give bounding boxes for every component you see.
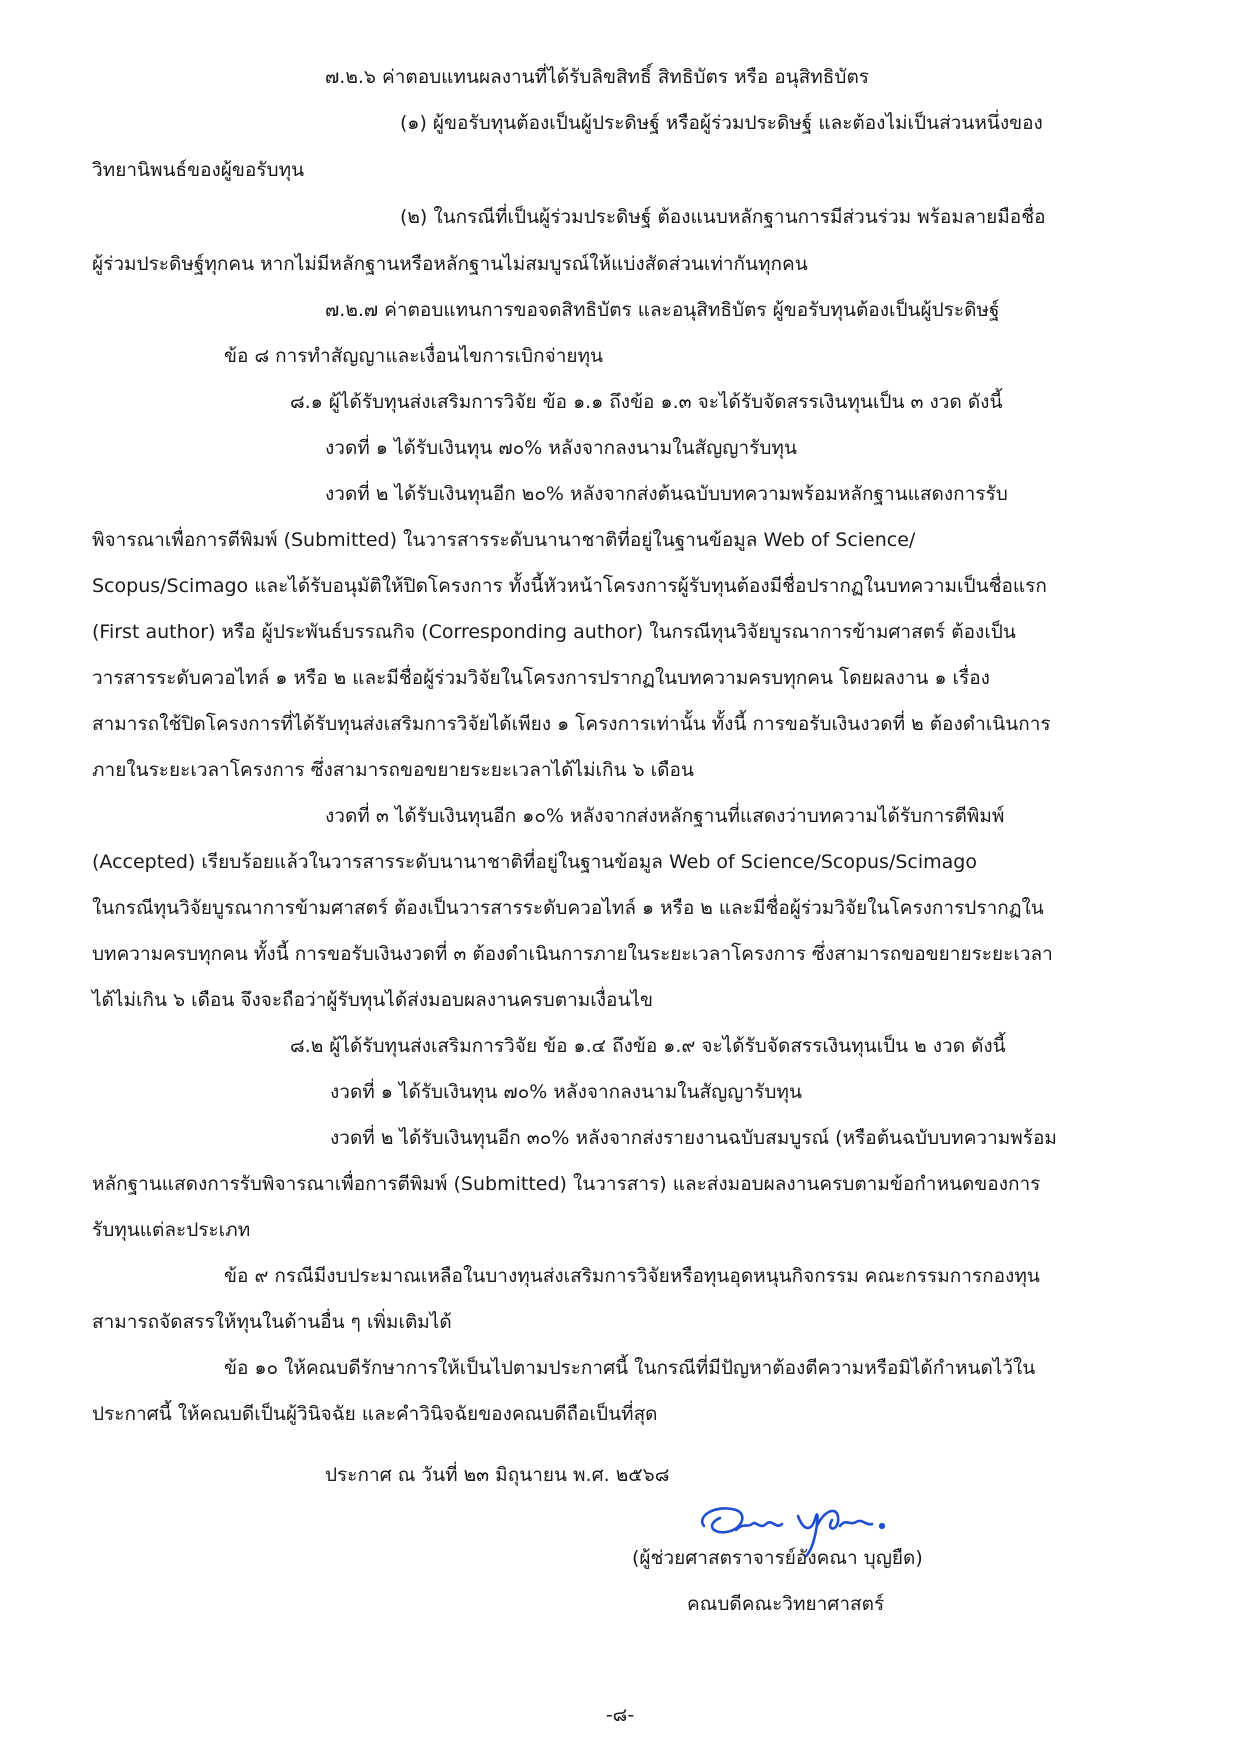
clause-8-heading: ข้อ ๘ การทำสัญญาและเงื่อนไขการเบิกจ่ายทุน: [224, 345, 604, 367]
clause-8-1-installment-3: งวดที่ ๓ ได้รับเงินทุนอีก ๑๐% หลังจากส่งหลักฐานที่แสดงว่าบทความได้รับการตีพิมพ์: [325, 805, 1005, 827]
text-line: (First author) หรือ ผู้ประพันธ์บรรณกิจ (Corresponding author) ในกรณีทุนวิจัยบูรณาการข้ามศาสตร์ ต้องเป็น: [92, 621, 1016, 643]
clause-8-1: ๘.๑ ผู้ได้รับทุนส่งเสริมการวิจัย ข้อ ๑.๑ ถึงข้อ ๑.๓ จะได้รับจัดสรรเงินทุนเป็น ๓ งวด ดังนี้: [290, 391, 1003, 413]
clause-9: ข้อ ๙ กรณีมีงบประมาณเหลือในบางทุนส่งเสริมการวิจัยหรือทุนอุดหนุนกิจกรรม คณะกรรมการกองทุน: [224, 1265, 1040, 1287]
clause-7-2-7: ๗.๒.๗ ค่าตอบแทนการขอจดสิทธิบัตร และอนุสิทธิบัตร ผู้ขอรับทุนต้องเป็นผู้ประดิษฐ์: [325, 299, 1000, 321]
clause-7-2-6-item-2: (๒) ในกรณีที่เป็นผู้ร่วมประดิษฐ์ ต้องแนบหลักฐานการมีส่วนร่วม พร้อมลายมือชื่อ: [400, 206, 1046, 228]
clause-7-2-6-item-1: (๑) ผู้ขอรับทุนต้องเป็นผู้ประดิษฐ์ หรือผู้ร่วมประดิษฐ์ และต้องไม่เป็นส่วนหนึ่งของ: [400, 112, 1043, 134]
text-line: หลักฐานแสดงการรับพิจารณาเพื่อการตีพิมพ์ (Submitted) ในวารสาร) และส่งมอบผลงานครบตามข้อกำหนดของการ: [92, 1173, 1041, 1195]
clause-10: ข้อ ๑๐ ให้คณบดีรักษาการให้เป็นไปตามประกาศนี้ ในกรณีที่มีปัญหาต้องตีความหรือมิได้กำหนดไว้ใน: [224, 1357, 1036, 1379]
text-line: สามารถจัดสรรให้ทุนในด้านอื่น ๆ เพิ่มเติมได้: [92, 1311, 452, 1333]
text-line: ภายในระยะเวลาโครงการ ซึ่งสามารถขอขยายระยะเวลาได้ไม่เกิน ๖ เดือน: [92, 759, 694, 781]
clause-8-2: ๘.๒ ผู้ได้รับทุนส่งเสริมการวิจัย ข้อ ๑.๔ ถึงข้อ ๑.๙ จะได้รับจัดสรรเงินทุนเป็น ๒ งวด ดังนี้: [290, 1035, 1006, 1057]
text-line: พิจารณาเพื่อการตีพิมพ์ (Submitted) ในวารสารระดับนานาชาติที่อยู่ในฐานข้อมูล Web of Science/: [92, 529, 916, 551]
text-line: วารสารระดับควอไทล์ ๑ หรือ ๒ และมีชื่อผู้ร่วมวิจัยในโครงการปรากฏในบทความครบทุกคน โดยผลงาน ๑ เรื่อง: [92, 667, 990, 689]
signatory-position: คณบดีคณะวิทยาศาสตร์: [687, 1593, 885, 1615]
clause-8-1-installment-1: งวดที่ ๑ ได้รับเงินทุน ๗๐% หลังจากลงนามในสัญญารับทุน: [325, 437, 797, 459]
clause-8-1-installment-2: งวดที่ ๒ ได้รับเงินทุนอีก ๒๐% หลังจากส่งต้นฉบับบทความพร้อมหลักฐานแสดงการรับ: [325, 483, 1008, 505]
text-line: รับทุนแต่ละประเภท: [92, 1219, 251, 1241]
text-line: ผู้ร่วมประดิษฐ์ทุกคน หากไม่มีหลักฐานหรือหลักฐานไม่สมบูรณ์ให้แบ่งสัดส่วนเท่ากันทุกคน: [92, 253, 808, 275]
text-line: (Accepted) เรียบร้อยแล้วในวารสารระดับนานาชาติที่อยู่ในฐานข้อมูล Web of Science/Scopus/Scimago: [92, 851, 977, 873]
clause-8-2-installment-2: งวดที่ ๒ ได้รับเงินทุนอีก ๓๐% หลังจากส่งรายงานฉบับสมบูรณ์ (หรือต้นฉบับบทความพร้อม: [330, 1127, 1057, 1149]
clause-7-2-6: ๗.๒.๖ ค่าตอบแทนผลงานที่ได้รับลิขสิทธิ์ สิทธิบัตร หรือ อนุสิทธิบัตร: [325, 66, 869, 88]
signatory-name: (ผู้ช่วยศาสตราจารย์อังคณา บุญยืด): [632, 1547, 923, 1569]
text-line: ได้ไม่เกิน ๖ เดือน จึงจะถือว่าผู้รับทุนได้ส่งมอบผลงานครบตามเงื่อนไข: [92, 989, 653, 1011]
clause-8-2-installment-1: งวดที่ ๑ ได้รับเงินทุน ๗๐% หลังจากลงนามในสัญญารับทุน: [330, 1081, 802, 1103]
text-line: วิทยานิพนธ์ของผู้ขอรับทุน: [92, 159, 305, 181]
page-number: -๘-: [605, 1704, 635, 1726]
text-line: ประกาศนี้ ให้คณบดีเป็นผู้วินิจฉัย และคำวินิจฉัยของคณบดีถือเป็นที่สุด: [92, 1403, 658, 1425]
announcement-date: ประกาศ ณ วันที่ ๒๓ มิถุนายน พ.ศ. ๒๕๖๘: [325, 1464, 670, 1486]
text-line: สามารถใช้ปิดโครงการที่ได้รับทุนส่งเสริมการวิจัยได้เพียง ๑ โครงการเท่านั้น ทั้งนี้ การขอรับเงินงวดที่ ๒ ต้องดำเนินการ: [92, 713, 1051, 735]
text-line: ในกรณีทุนวิจัยบูรณาการข้ามศาสตร์ ต้องเป็นวารสารระดับควอไทล์ ๑ หรือ ๒ และมีชื่อผู้ร่วมวิจัยในโครงการปรากฏใน: [92, 897, 1044, 919]
text-line: บทความครบทุกคน ทั้งนี้ การขอรับเงินงวดที่ ๓ ต้องดำเนินการภายในระยะเวลาโครงการ ซึ่งสามารถขอขยายระยะเวลา: [92, 943, 1053, 965]
text-line: Scopus/Scimago และได้รับอนุมัติให้ปิดโครงการ ทั้งนี้หัวหน้าโครงการผู้รับทุนต้องมีชื่อปรากฏในบทความเป็นชื่อแรก: [92, 575, 1047, 597]
